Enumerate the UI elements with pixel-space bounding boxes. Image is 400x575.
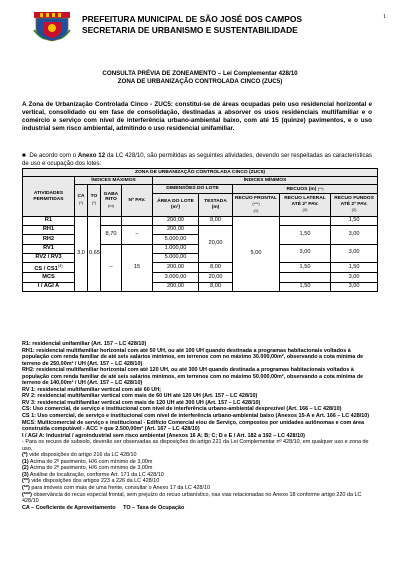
lateral-cell	[280, 273, 331, 282]
letterhead	[0, 0, 400, 60]
lateral-cell: 1,50	[280, 262, 331, 272]
zone-cell: RH2	[23, 235, 75, 244]
lead-in-prefix: De acordo com o	[29, 152, 77, 159]
area-cell: 200,00	[153, 217, 199, 226]
table-title: ZONA DE URBANIZAÇÃO CONTROLADA CINCO (ZUC5)	[23, 169, 378, 177]
lead-in-rest: da LC 428/10, são permitidas as seguintes atividades, devendo ser respeitadas as características de uso e ocupação dos lotes:	[22, 152, 372, 167]
note-subsolo: - Para os recuos de subsolo, deverão ser observadas as disposições do artigo 221 da Lei Complementar nº 428/10, em qualquer uso e zona de uso.	[22, 439, 369, 452]
to-cell: 0,65	[88, 217, 101, 292]
lateral-cell: 3,00	[280, 244, 331, 262]
lateral-cell: 1,50	[280, 282, 331, 291]
testada-cell: 8,00	[199, 282, 233, 291]
zone-cell: I / AGI A	[23, 282, 75, 291]
header-area-lote: ÁREA DO LOTE (m²)	[153, 194, 199, 217]
legend-notes	[22, 341, 378, 511]
zone-cell: MCS	[23, 273, 75, 282]
note-cs: CS: Uso comercial, de serviço e institucional com nível de interferência urbano-ambiental desprezível (Art. 166 – LC 428/10)	[22, 406, 342, 413]
note-industrial: I / AGI A: Industrial / agroindustrial sem risco ambiental (Anexos 16 A; B; C; D e E / Art. 182 a 192 – LC 428/10)	[22, 432, 305, 439]
frontal-cell: 5,00	[233, 217, 280, 292]
zone-description: A Zona de Urbanização Controlada Cinco - ZUC5: constitui-se de áreas ocupadas pelo uso residencial horizontal e vertical, consolidado ou em fase de consolidação, destinadas a absorver os usos residenciais multifamiliar e o comércio e serviço com nível de interferência urbano-ambiental baixo, com até 15 (quinze) pavimentos, e o uso industrial sem risco ambiental, admitindo o uso residencial unifamiliar.	[22, 101, 372, 133]
gabarito-cell: –	[101, 244, 122, 291]
fundos-cell: 1,50	[331, 217, 378, 226]
letterhead-line-2: SECRETARIA DE URBANISMO E SUSTENTABILIDADE	[82, 25, 298, 35]
gabarito-cell: 8,70	[101, 226, 122, 244]
area-cell: 3.000,00	[153, 273, 199, 282]
area-cell: 200,00	[153, 226, 199, 235]
header-atividades: ATIVIDADES PERMITIDAS	[23, 177, 75, 217]
note-mcs: MCS: Multicomercial de serviço e institucional - Edifício Comercial e/ou de Serviço, compostos por unidades autônomas e com área construída computável - ACC > que 2.500,00m² (Art. 167 – LC 428/10)	[22, 419, 365, 433]
testada-cell: 20,00	[199, 273, 233, 282]
letterhead-line-1: PREFEITURA MUNICIPAL DE SÃO JOSÉ DOS CAMPOS	[82, 14, 302, 24]
zone-cell: RH1	[23, 226, 75, 235]
fundos-cell: 3,00	[331, 226, 378, 244]
note-cs1: CS 1: Uso comercial, de serviço e institucional com nível de interferência urbano-ambiental baixo (Anexos 15-A e Art. 166 – LC 428/10)	[22, 413, 370, 420]
document-subtitle: ZONA DE URBANIZAÇÃO CONTROLADA CINCO (ZUC5)	[117, 78, 283, 85]
annex-reference: Anexo 12	[77, 152, 106, 159]
ca-cell: 3,0	[75, 217, 88, 292]
note-2: (2) Acima do 2º pavimento, H/6 com mínimo de 3,00m	[22, 465, 153, 472]
lead-in-paragraph	[22, 152, 372, 168]
note-abbreviations: CA – Coeficiente de Aproveitamento TO – Taxa de Ocupação	[22, 504, 185, 511]
table-row	[23, 217, 378, 226]
header-gabarito: GABA RITO (m)	[101, 185, 122, 217]
note-rv1: RV 1: residencial multifamiliar vertical com até 60 UH;	[22, 386, 161, 393]
note-r1: R1: residencial unifamiliar (Art. 157 – LC 428/10)	[22, 341, 147, 347]
bullet-icon: ■	[22, 152, 30, 159]
pavimentos-cell	[122, 217, 153, 226]
header-indices-maximos: ÍNDICES MÁXIMOS	[75, 177, 153, 185]
header-indices-minimos: ÍNDICES MÍNIMOS	[153, 177, 378, 185]
header-dimensoes-lote: DIMENSÕES DO LOTE	[153, 185, 233, 194]
header-testada: TESTADA (m)	[199, 194, 233, 217]
zone-cell: CS / CS1$^{(3)}$	[23, 262, 75, 272]
note-rh1: RH1: residencial multifamiliar horizontal com até 50 UH, ou até 100 UH quando destinada a programas habitacionais voltados à população com renda familiar de até seis salários mínimos, em terrenos com no máximo 30.000,00m², observando a cota mínima de terreno de 250,00m² / UH (Art. 157 – LC 428/10)	[22, 347, 364, 367]
note-star: (*) vide disposições do artigo 216 da LC 428/10	[22, 452, 137, 459]
note-1: (1) Acima do 2º pavimento, H/6 com mínimo de 3,00m	[22, 458, 153, 465]
header-recuo-frontal: RECUO FRONTAL (***) (1)	[233, 194, 280, 217]
document-title: CONSULTA PRÉVIA DE ZONEAMENTO – Lei Complementar 428/10	[102, 70, 298, 77]
area-cell: 5.000,00	[153, 253, 199, 262]
header-ca: CA (*)	[75, 185, 88, 217]
header-num-pavimentos: Nº PAV.	[122, 185, 153, 217]
note-rh2: RH2: residencial multifamiliar horizontal com até 120 UH, ou até 300 UH quando destinada a programas habitacionais voltados à população com renda familiar de até seis salários mínimos, em terrenos com no máximo 50.000,00m², observando a cota mínima de terreno de 140,00m² / UH (Art. 157 – LC 428/10)	[22, 367, 364, 387]
fundos-cell: 3,00	[331, 273, 378, 282]
zoning-table	[22, 168, 378, 292]
lateral-cell	[280, 217, 331, 226]
header-to: TO (*)	[88, 185, 101, 217]
lateral-cell: 1,50	[280, 226, 331, 244]
fundos-cell: 3,00	[331, 244, 378, 262]
zone-cell: R1	[23, 217, 75, 226]
pavimentos-cell: 15	[122, 244, 153, 291]
pavimentos-cell: –	[122, 226, 153, 244]
note-double-star-2: (**) para imóveis com mais de uma frente, consultar o Anexo 17 da LC 428/10	[22, 485, 210, 492]
testada-cell: 8,00	[199, 262, 233, 272]
gabarito-cell	[101, 217, 122, 226]
note-double-star-1: (**) vide disposições dos artigos 223 a 226 da LC 428/10	[22, 478, 160, 485]
testada-cell: 20,00	[199, 226, 233, 263]
header-recuo-fundos: RECUO FUNDOS ATÉ 2º PAV. (2)	[331, 194, 378, 217]
zone-cell: RV2 / RV3	[23, 253, 75, 262]
header-recuos: RECUOS (m) (**)	[233, 185, 378, 194]
header-recuo-lateral: RECUO LATERAL ATÉ 2º PAV. (2)	[280, 194, 331, 217]
note-triple-star: (***) observância do recuo especial frontal, sem prejuízo do recuo urbanístico, nas vias relacionadas no Anexo 18 conforme artigo 220 da LC 428/10	[22, 491, 362, 505]
fundos-cell: 1,50	[331, 262, 378, 272]
area-cell: 200,00	[153, 262, 199, 272]
municipal-crest-logo	[33, 10, 71, 42]
area-cell: 5.000,00	[153, 235, 199, 244]
note-rv3: RV 3: residencial multifamiliar vertical com mais de 120 UH até 300 UH (Art. 157 – LC 428/10)	[22, 399, 261, 406]
fundos-cell: 3,00	[331, 282, 378, 291]
note-rv2: RV 2: residencial multifamiliar vertical com mais de 60 UH até 120 UH (Art. 157 – LC 428/10)	[22, 393, 258, 400]
area-cell: 200,00	[153, 282, 199, 291]
zone-cell: RV1	[23, 244, 75, 253]
page-number: 1	[383, 14, 386, 20]
testada-cell: 8,00	[199, 217, 233, 226]
note-3: (3) Análise de localização, conforme Art. 171 da LC 428/10	[22, 471, 164, 478]
area-cell: 1.000,00	[153, 244, 199, 253]
